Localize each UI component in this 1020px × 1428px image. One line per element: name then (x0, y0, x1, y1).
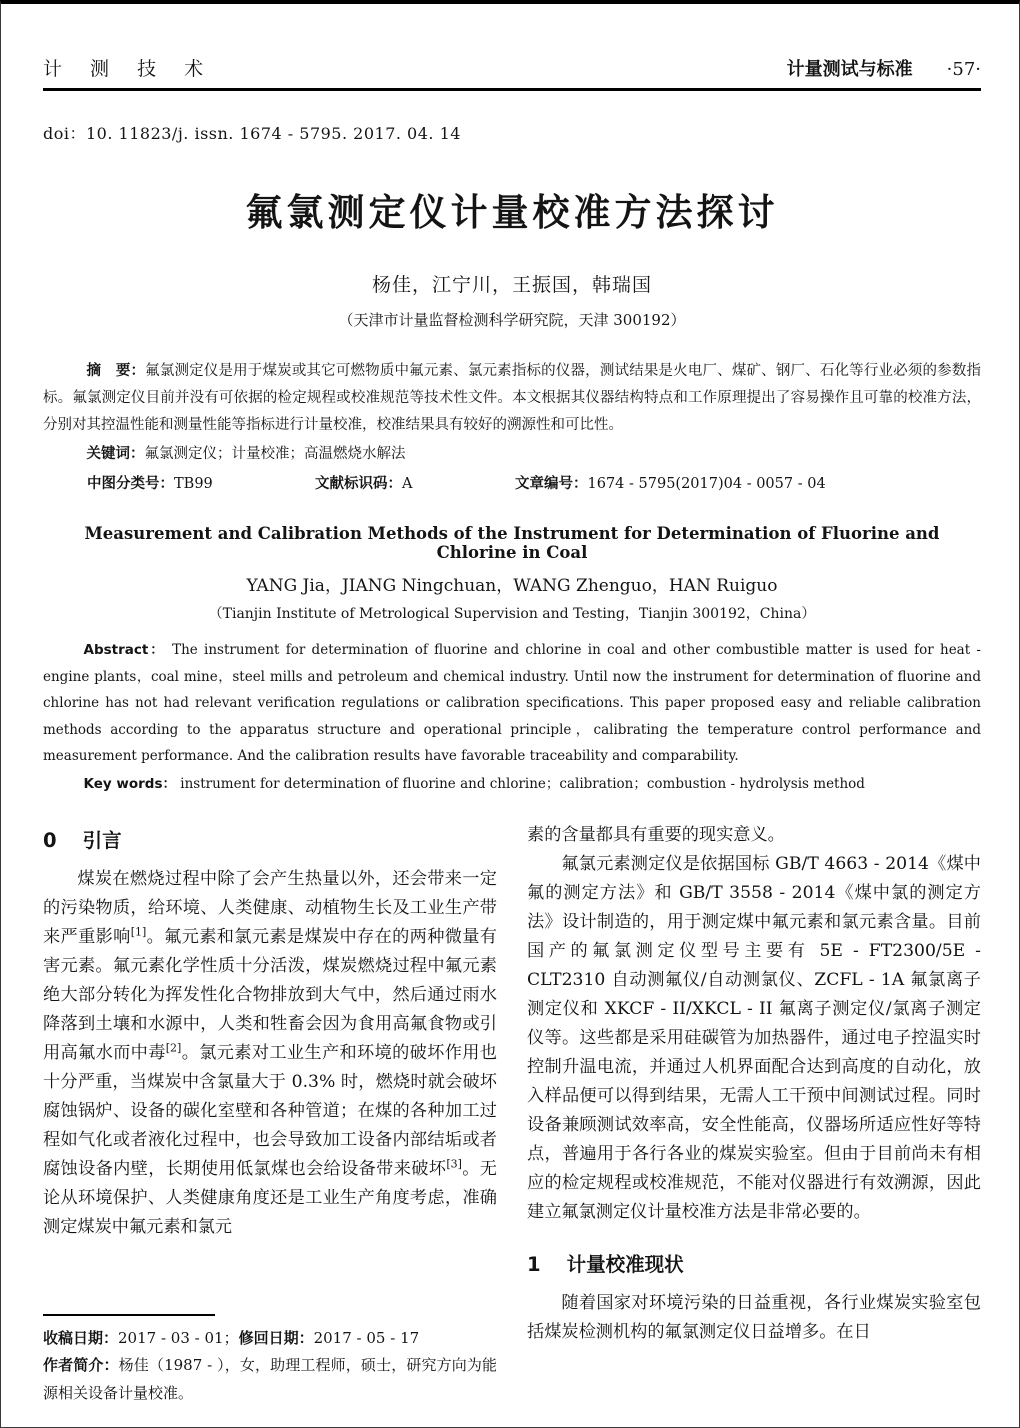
intro-continuation: 素的含量都具有重要的现实意义。 (527, 825, 785, 845)
abstract-cn (43, 358, 981, 439)
paragraph-2: 氟氯元素测定仪是依据国标 GB/T 4663 - 2014《煤中氟的测定方法》和 GB/T 3558 - 2014《煤中氯的测定方法》设计制造的，用于测定煤中氟元素和氯元素含量。目前国产的氟氯测定仪型号主要有 5E - FT2300/5E - CLT2310 自动测氟仪/自动测氯仪、ZCFL - 1A 氟氯离子测定仪和 XKCF - II/XKCL - II 氟离子测定仪/氯离子测定仪等。这些都是采用硅碳管为加热器件，通过电子控温实时控制升温电流，并通过人机界面配合达到高度的自动化，放入样品便可以得到结果，无需人工干预中间测试过程。同时设备兼顾测试效率高，安全性能高，仪器场所适应性好等特点，普遍用于各行各业的煤炭实验室。但由于目前尚未有相应的检定规程或校准规范，不能对仪器进行有效溯源，因此建立氟氯测定仪计量校准方法是非常必要的。 (527, 854, 981, 1222)
classification-row (43, 471, 981, 498)
doi-line: doi：10. 11823/j. issn. 1674 - 5795. 2017. 04. 14 (43, 124, 461, 143)
affiliation-en: （Tianjin Institute of Metrological Supervision and Testing，Tianjin 300192，China） (208, 606, 816, 622)
section-1-heading: 1 计量校准现状 (527, 1253, 684, 1276)
abstract-cn-text: 氟氯测定仪是用于煤炭或其它可燃物质中氟元素、氯元素指标的仪器，测试结果是火电厂、煤矿、钢厂、石化等行业必须的参数指标。氟氯测定仪目前并没有可依据的检定规程或校准规范等技术性文件。本文根据其仪器结构特点和工作原理提出了容易操作且可靠的校准方法，分别对其控温性能和测量性能等指标进行计量校准，校准结果具有较好的溯源性和可比性。 (43, 363, 981, 433)
abstract-en-label: Abstract： (83, 642, 166, 658)
article-title-cn: 氟氯测定仪计量校准方法探讨 (245, 191, 779, 234)
footnote-author-bio: 作者简介：杨佳（1987 - ），女，助理工程师，硕士，研究方向为能源相关设备计量校准。 (43, 1356, 497, 1402)
section-0-heading: 0 引言 (43, 829, 122, 852)
article-id: 文章编号：1674 - 5795(2017)04 - 0057 - 04 (515, 476, 826, 492)
document-code: 文献标识码：A (315, 476, 413, 492)
paragraph-3: 随着国家对环境污染的日益重视，各行业煤炭实验室包括煤炭检测机构的氟氯测定仪日益增多。在日 (527, 1293, 981, 1342)
page-content (1, 4, 1019, 1428)
footnote-dates: 收稿日期：2017 - 03 - 01；修回日期：2017 - 05 - 17 (43, 1328, 420, 1347)
footnote-rule (43, 1314, 215, 1316)
header-right (787, 55, 981, 81)
abstract-cn-label: 摘 要： (86, 363, 146, 379)
abstract-en-text: The instrument for determination of fluorine and chlorine in coal and other combustible matter is used for heat - engine plants，coal mine，steel mills and petroleum and chemical industry. Until now the instrument for determination of fluorine and chlorine has not had relevant verification regulations or calibration specifications. This paper proposed easy and reliable calibration methods according to the apparatus structure and operational principle，calibrating the temperature control performance and measurement performance. And the calibration results have favorable traceability and comparability. (43, 642, 981, 764)
authors-cn: 杨佳，江宁川，王振国，韩瑞国 (371, 274, 652, 296)
keywords-en-text: instrument for determination of fluorine and chlorine；calibration；combustion - hydrolysis method (180, 775, 865, 792)
journal-title: 计 测 技 术 (43, 58, 215, 80)
clc-number: 中图分类号：TB99 (87, 476, 213, 492)
article-title-en: Measurement and Calibration Methods of the Instrument for Determination of Fluorine and Chlorine in Coal (84, 524, 940, 562)
abstract-en (43, 637, 981, 770)
right-column (527, 821, 981, 1428)
keywords-cn-label: 关键词： (86, 446, 145, 462)
intro-paragraph: 煤炭在燃烧过程中除了会产生热量以外，还会带来一定的污染物质，给环境、人类健康、动植物生长及工业生产带来严重影响[1]。氟元素和氯元素是煤炭中存在的两种微量有害元素。氟元素化学性质十分活泼，煤炭燃烧过程中氟元素绝大部分转化为挥发性化合物排放到大气中，然后通过雨水降落到土壤和水源中，人类和牲畜会因为食用高氟食物或引用高氟水而中毒[2]。氯元素对工业生产和环境的破坏作用也十分严重，当煤炭中含氯量大于 0.3% 时，燃烧时就会破坏腐蚀锅炉、设备的碳化室壁和各种管道；在煤的各种加工过程如气化或者液化过程中，也会导致加工设备内部结垢或者腐蚀设备内壁，长期使用低氯煤也会给设备带来破坏[3]。无论从环境保护、人类健康角度还是工业生产角度考虑，准确测定煤炭中氟元素和氯元 (43, 869, 497, 1237)
authors-en: YANG Jia，JIANG Ningchuan，WANG Zhenguo，HAN Ruiguo (246, 576, 778, 596)
page-header (43, 54, 981, 91)
left-column (43, 821, 497, 1428)
keywords-cn (43, 441, 981, 468)
footnote (43, 1314, 497, 1428)
keywords-cn-text: 氟氯测定仪；计量校准；高温燃烧水解法 (144, 446, 406, 462)
keywords-en (43, 771, 981, 798)
keywords-en-label: Key words： (83, 775, 176, 792)
column-title: 计量测试与标准 (786, 59, 913, 80)
page-number: ·57· (946, 59, 981, 80)
affiliation-cn: （天津市计量监督检测科学研究院，天津 300192） (338, 311, 686, 329)
body-columns (43, 821, 981, 1428)
